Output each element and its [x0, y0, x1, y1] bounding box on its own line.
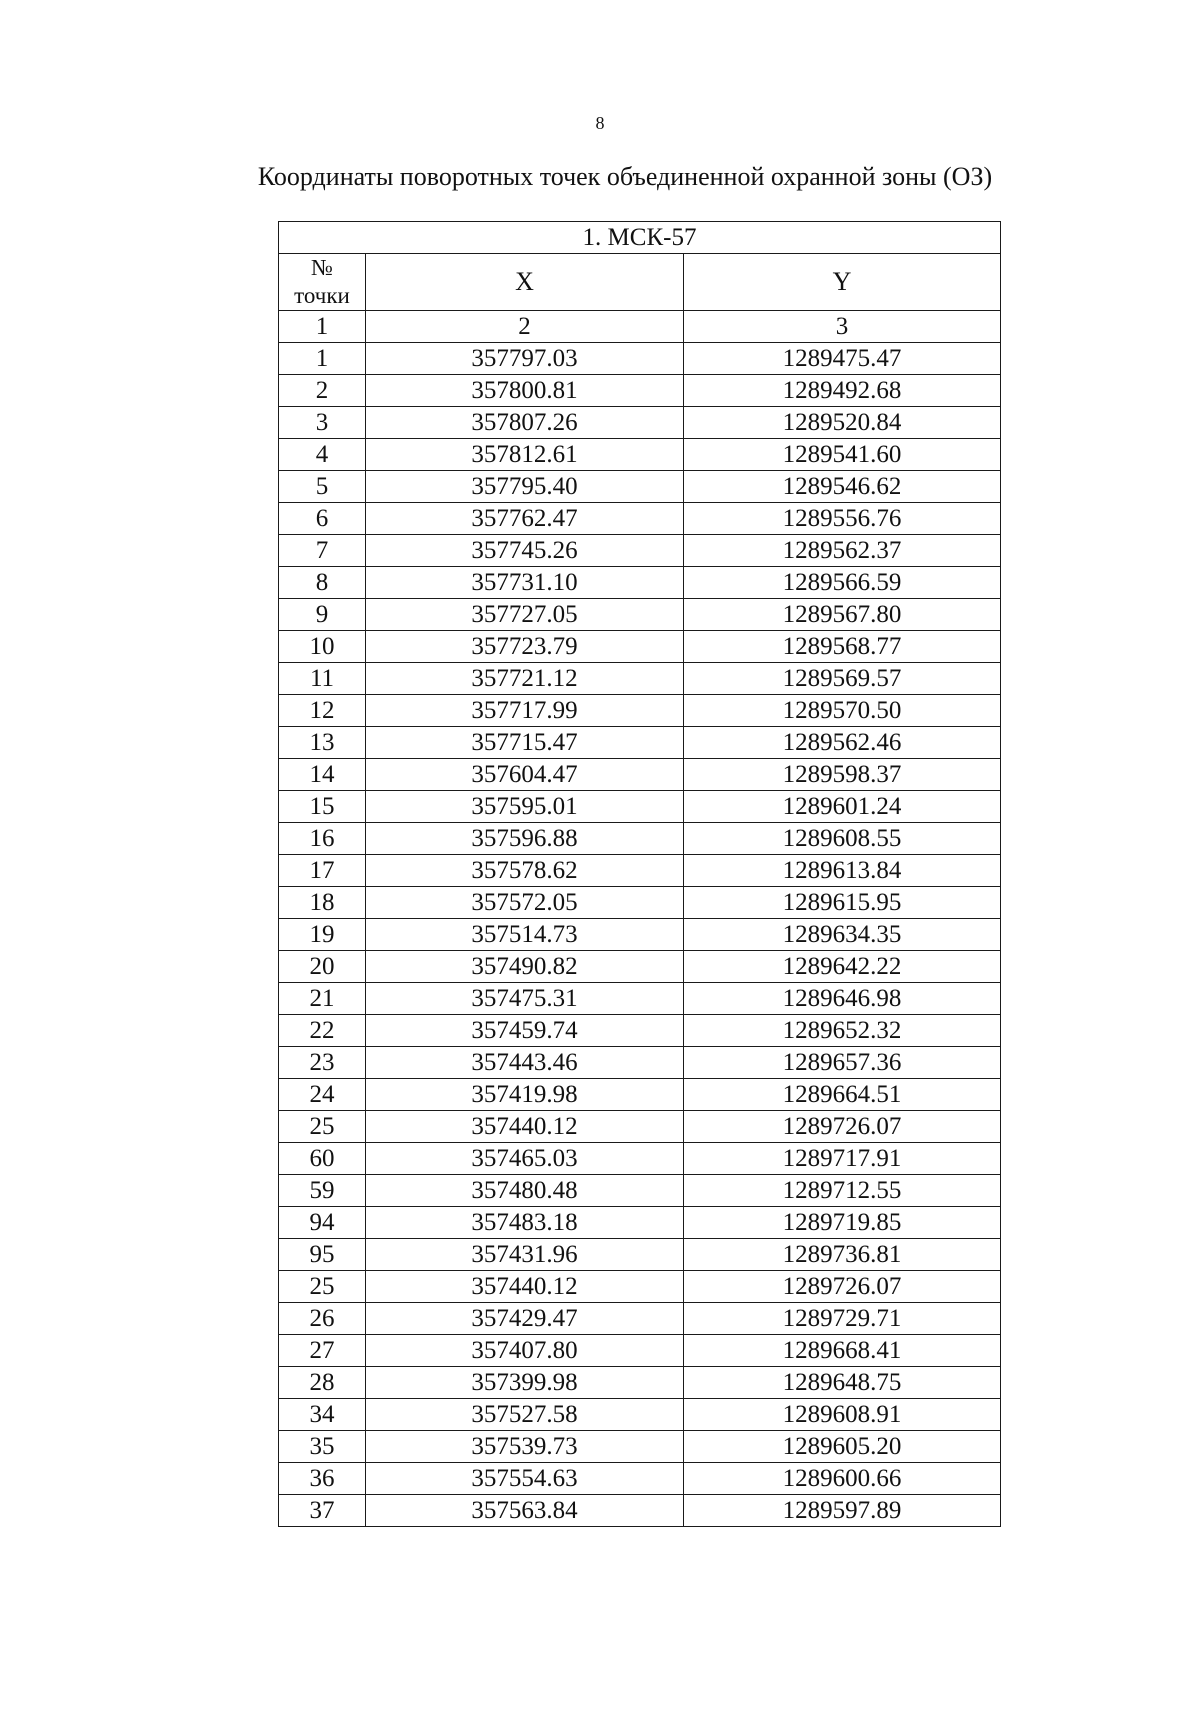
point-number-cell: 37 [279, 1495, 366, 1527]
y-coordinate-cell: 1289546.62 [684, 471, 1001, 503]
point-number-cell: 15 [279, 791, 366, 823]
y-coordinate-cell: 1289598.37 [684, 759, 1001, 791]
y-coordinate-cell: 1289648.75 [684, 1367, 1001, 1399]
x-coordinate-cell: 357715.47 [366, 727, 684, 759]
y-coordinate-cell: 1289556.76 [684, 503, 1001, 535]
y-coordinate-cell: 1289568.77 [684, 631, 1001, 663]
y-coordinate-cell: 1289717.91 [684, 1143, 1001, 1175]
x-coordinate-cell: 357563.84 [366, 1495, 684, 1527]
y-coordinate-cell: 1289600.66 [684, 1463, 1001, 1495]
table-row [279, 1303, 1001, 1335]
table-row [279, 1271, 1001, 1303]
y-coordinate-cell: 1289712.55 [684, 1175, 1001, 1207]
x-coordinate-cell: 357431.96 [366, 1239, 684, 1271]
y-coordinate-cell: 1289475.47 [684, 343, 1001, 375]
y-coordinate-cell: 1289668.41 [684, 1335, 1001, 1367]
point-number-cell: 25 [279, 1111, 366, 1143]
table-row [279, 1495, 1001, 1527]
point-number-cell: 4 [279, 439, 366, 471]
point-number-cell: 12 [279, 695, 366, 727]
point-number-cell: 94 [279, 1207, 366, 1239]
coordinates-table [278, 221, 1001, 1527]
table-row [279, 1335, 1001, 1367]
point-number-cell: 59 [279, 1175, 366, 1207]
table-row [279, 471, 1001, 503]
point-number-cell: 6 [279, 503, 366, 535]
coordinates-table-body [279, 222, 1001, 1527]
table-row [279, 599, 1001, 631]
point-number-cell: 1 [279, 343, 366, 375]
point-number-cell: 28 [279, 1367, 366, 1399]
y-coordinate-cell: 1289608.91 [684, 1399, 1001, 1431]
point-number-cell: 24 [279, 1079, 366, 1111]
table-row [279, 823, 1001, 855]
point-number-cell: 22 [279, 1015, 366, 1047]
point-number-cell: 8 [279, 567, 366, 599]
y-coordinate-cell: 1289719.85 [684, 1207, 1001, 1239]
table-row [279, 1239, 1001, 1271]
table-row [279, 567, 1001, 599]
table-row [279, 855, 1001, 887]
table-row [279, 503, 1001, 535]
table-row [279, 1047, 1001, 1079]
table-row [279, 983, 1001, 1015]
x-coordinate-cell: 357723.79 [366, 631, 684, 663]
y-coordinate-cell: 1289642.22 [684, 951, 1001, 983]
x-coordinate-cell: 357419.98 [366, 1079, 684, 1111]
point-number-cell: 17 [279, 855, 366, 887]
table-row [279, 919, 1001, 951]
table-row [279, 343, 1001, 375]
table-row [279, 439, 1001, 471]
point-number-cell: 16 [279, 823, 366, 855]
x-coordinate-cell: 357812.61 [366, 439, 684, 471]
page-title: Координаты поворотных точек объединенной охранной зоны (ОЗ) [257, 162, 993, 191]
x-coordinate-cell: 357440.12 [366, 1271, 684, 1303]
y-coordinate-cell: 1289726.07 [684, 1271, 1001, 1303]
header-point-word: точки [294, 283, 350, 308]
point-number-cell: 11 [279, 663, 366, 695]
y-coordinate-cell: 1289736.81 [684, 1239, 1001, 1271]
point-number-cell: 9 [279, 599, 366, 631]
table-row [279, 1367, 1001, 1399]
table-row [279, 759, 1001, 791]
point-number-cell: 19 [279, 919, 366, 951]
page-number: 8 [595, 113, 605, 133]
point-number-cell: 26 [279, 1303, 366, 1335]
y-coordinate-cell: 1289657.36 [684, 1047, 1001, 1079]
y-coordinate-cell: 1289562.46 [684, 727, 1001, 759]
x-coordinate-cell: 357595.01 [366, 791, 684, 823]
y-coordinate-cell: 1289569.57 [684, 663, 1001, 695]
x-coordinate-cell: 357475.31 [366, 983, 684, 1015]
x-coordinate-cell: 357483.18 [366, 1207, 684, 1239]
table-row [279, 791, 1001, 823]
y-coordinate-cell: 1289634.35 [684, 919, 1001, 951]
x-coordinate-cell: 357572.05 [366, 887, 684, 919]
x-coordinate-cell: 357465.03 [366, 1143, 684, 1175]
coordinate-system-row [279, 222, 1001, 254]
y-coordinate-cell: 1289605.20 [684, 1431, 1001, 1463]
y-coordinate-cell: 1289541.60 [684, 439, 1001, 471]
x-coordinate-cell: 357745.26 [366, 535, 684, 567]
header-x: X [366, 254, 684, 311]
column-number-row [279, 311, 1001, 343]
column-number-1: 1 [279, 311, 366, 343]
table-row [279, 1079, 1001, 1111]
y-coordinate-cell: 1289729.71 [684, 1303, 1001, 1335]
point-number-cell: 34 [279, 1399, 366, 1431]
y-coordinate-cell: 1289520.84 [684, 407, 1001, 439]
x-coordinate-cell: 357596.88 [366, 823, 684, 855]
table-row [279, 1111, 1001, 1143]
x-coordinate-cell: 357480.48 [366, 1175, 684, 1207]
x-coordinate-cell: 357527.58 [366, 1399, 684, 1431]
point-number-cell: 13 [279, 727, 366, 759]
table-row [279, 631, 1001, 663]
table-row [279, 951, 1001, 983]
header-row [279, 254, 1001, 311]
y-coordinate-cell: 1289570.50 [684, 695, 1001, 727]
x-coordinate-cell: 357399.98 [366, 1367, 684, 1399]
point-number-cell: 20 [279, 951, 366, 983]
point-number-cell: 2 [279, 375, 366, 407]
column-number-2: 2 [366, 311, 684, 343]
header-y: Y [684, 254, 1001, 311]
x-coordinate-cell: 357459.74 [366, 1015, 684, 1047]
table-row [279, 727, 1001, 759]
y-coordinate-cell: 1289726.07 [684, 1111, 1001, 1143]
point-number-cell: 21 [279, 983, 366, 1015]
table-row [279, 663, 1001, 695]
table-row [279, 1463, 1001, 1495]
x-coordinate-cell: 357762.47 [366, 503, 684, 535]
table-row [279, 1015, 1001, 1047]
column-number-3: 3 [684, 311, 1001, 343]
x-coordinate-cell: 357797.03 [366, 343, 684, 375]
y-coordinate-cell: 1289601.24 [684, 791, 1001, 823]
y-coordinate-cell: 1289664.51 [684, 1079, 1001, 1111]
x-coordinate-cell: 357795.40 [366, 471, 684, 503]
x-coordinate-cell: 357578.62 [366, 855, 684, 887]
table-row [279, 1207, 1001, 1239]
x-coordinate-cell: 357554.63 [366, 1463, 684, 1495]
y-coordinate-cell: 1289597.89 [684, 1495, 1001, 1527]
point-number-cell: 27 [279, 1335, 366, 1367]
point-number-cell: 60 [279, 1143, 366, 1175]
point-number-cell: 25 [279, 1271, 366, 1303]
y-coordinate-cell: 1289615.95 [684, 887, 1001, 919]
x-coordinate-cell: 357514.73 [366, 919, 684, 951]
x-coordinate-cell: 357440.12 [366, 1111, 684, 1143]
y-coordinate-cell: 1289646.98 [684, 983, 1001, 1015]
table-row [279, 407, 1001, 439]
x-coordinate-cell: 357429.47 [366, 1303, 684, 1335]
point-number-cell: 18 [279, 887, 366, 919]
x-coordinate-cell: 357443.46 [366, 1047, 684, 1079]
table-row [279, 695, 1001, 727]
table-row [279, 887, 1001, 919]
x-coordinate-cell: 357800.81 [366, 375, 684, 407]
y-coordinate-cell: 1289562.37 [684, 535, 1001, 567]
coordinate-system-label: 1. МСК-57 [279, 222, 1001, 254]
point-number-cell: 10 [279, 631, 366, 663]
header-number-sign: № [311, 255, 333, 280]
x-coordinate-cell: 357717.99 [366, 695, 684, 727]
table-row [279, 375, 1001, 407]
table-row [279, 1143, 1001, 1175]
x-coordinate-cell: 357727.05 [366, 599, 684, 631]
point-number-cell: 5 [279, 471, 366, 503]
point-number-cell: 35 [279, 1431, 366, 1463]
header-point-number [279, 254, 366, 311]
x-coordinate-cell: 357604.47 [366, 759, 684, 791]
table-row [279, 1431, 1001, 1463]
y-coordinate-cell: 1289613.84 [684, 855, 1001, 887]
point-number-cell: 36 [279, 1463, 366, 1495]
x-coordinate-cell: 357721.12 [366, 663, 684, 695]
x-coordinate-cell: 357807.26 [366, 407, 684, 439]
point-number-cell: 95 [279, 1239, 366, 1271]
x-coordinate-cell: 357407.80 [366, 1335, 684, 1367]
x-coordinate-cell: 357731.10 [366, 567, 684, 599]
table-row [279, 535, 1001, 567]
x-coordinate-cell: 357490.82 [366, 951, 684, 983]
y-coordinate-cell: 1289492.68 [684, 375, 1001, 407]
y-coordinate-cell: 1289566.59 [684, 567, 1001, 599]
y-coordinate-cell: 1289652.32 [684, 1015, 1001, 1047]
table-row [279, 1399, 1001, 1431]
y-coordinate-cell: 1289567.80 [684, 599, 1001, 631]
point-number-cell: 3 [279, 407, 366, 439]
point-number-cell: 23 [279, 1047, 366, 1079]
x-coordinate-cell: 357539.73 [366, 1431, 684, 1463]
point-number-cell: 14 [279, 759, 366, 791]
table-row [279, 1175, 1001, 1207]
y-coordinate-cell: 1289608.55 [684, 823, 1001, 855]
point-number-cell: 7 [279, 535, 366, 567]
